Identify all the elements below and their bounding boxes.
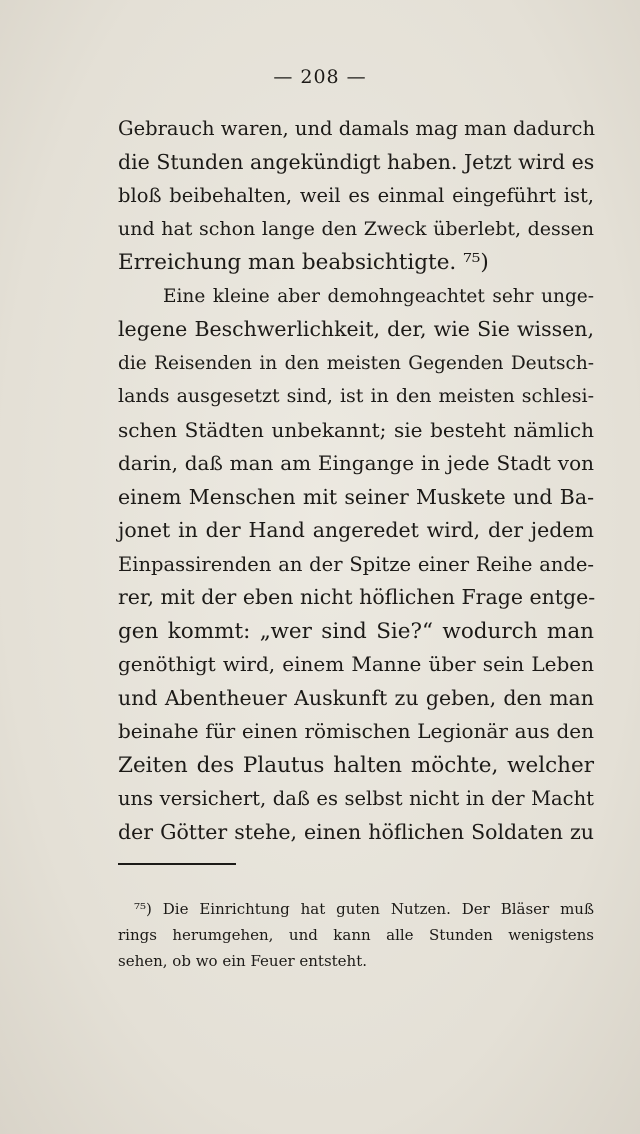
text-line: Einpassirenden an der Spitze einer Reihe ande- [118, 552, 594, 576]
footnote-line: sehen, ob wo ein Feuer entsteht. [118, 952, 368, 970]
text-line: einem Menschen mit seiner Muskete und Ba- [118, 484, 594, 509]
text-line: uns versichert, daß es selbst nicht in der Macht [118, 787, 594, 810]
text-line: und hat schon lange den Zweck überlebt, dessen [118, 217, 594, 240]
text-line: jonet in der Hand angeredet wird, der jedem [118, 518, 594, 542]
text-line: darin, daß man am Eingange in jede Stadt von [118, 451, 594, 475]
text-line: genöthigt wird, einem Manne über sein Leben [118, 652, 594, 676]
text-line: schen Städten unbekannt; sie besteht nämlich [118, 417, 594, 442]
text-line: gen kommt: „wer sind Sie?“ wodurch man [118, 618, 594, 644]
text-line: die Stunden angekündigt haben. Jetzt wird es [118, 149, 595, 174]
text-line: Gebrauch waren, und damals mag man dadurch [118, 117, 596, 140]
text-line: lands ausgesetzt sind, ist in den meisten schlesi- [118, 385, 594, 407]
text-line: Zeiten des Plautus halten möchte, welcher [118, 752, 594, 778]
body-text [118, 112, 594, 849]
text-line: und Abentheuer Auskunft zu geben, den man [118, 685, 594, 710]
footnote-separator [118, 863, 236, 865]
text-line: bloß beibehalten, weil es einmal eingeführt ist, [118, 184, 594, 207]
footnote-line: rings herumgehen, und kann alle Stunden wenigstens [118, 926, 594, 944]
text-line: beinahe für einen römischen Legionär aus den [118, 719, 594, 743]
text-line: Erreichung man beabsichtigte. ⁷⁵) [118, 250, 489, 275]
footnote [118, 896, 594, 974]
footnote-line: ⁷⁵) Die Einrichtung hat guten Nutzen. Der Bläser muß [134, 900, 594, 918]
text-line: legene Beschwerlichkeit, der, wie Sie wissen, [118, 317, 594, 341]
text-line: die Reisenden in den meisten Gegenden Deutsch- [118, 352, 594, 374]
text-line: der Götter stehe, einen höflichen Soldaten zu [118, 819, 594, 844]
text-line: rer, mit der eben nicht höflichen Frage entge- [118, 585, 596, 609]
page-number: — 208 — [273, 66, 367, 88]
paragraph-start-line: Eine kleine aber demohngeachtet sehr unge- [163, 285, 594, 307]
